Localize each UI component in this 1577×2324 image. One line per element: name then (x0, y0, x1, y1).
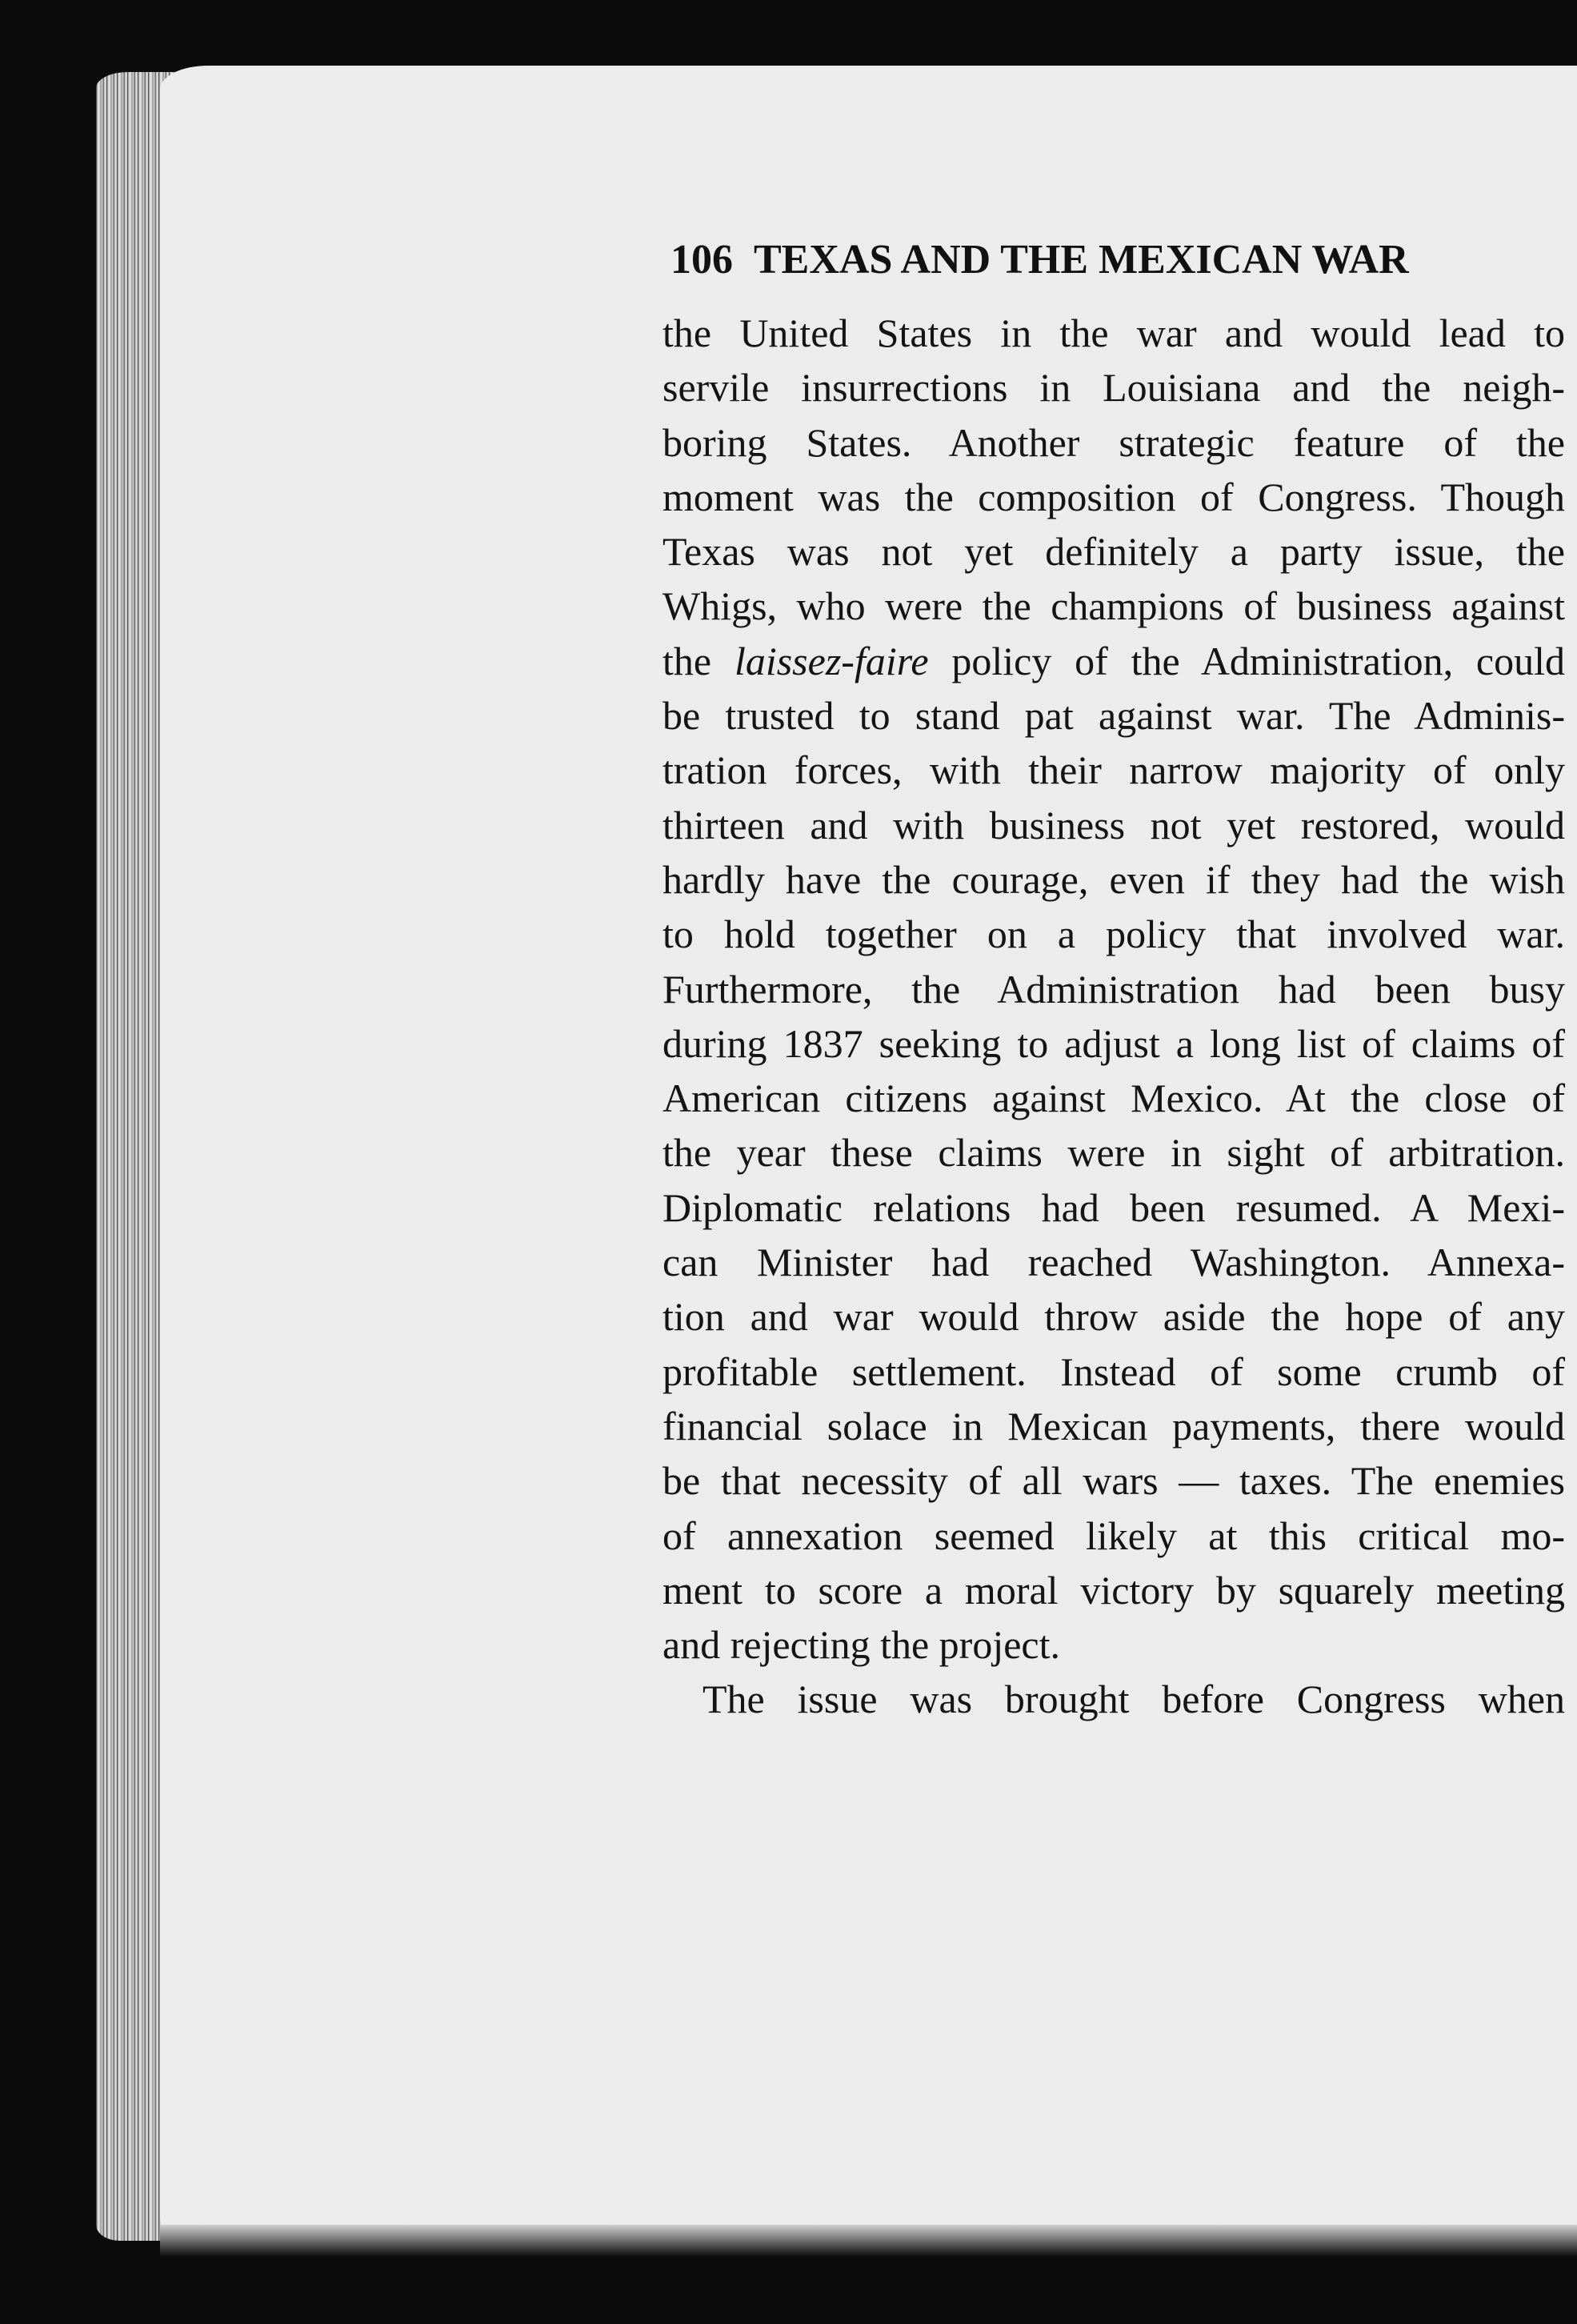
text-line: American citizens against Mexico. At the close of (662, 1076, 1565, 1121)
text-line: moment was the composition of Congress. Though (662, 474, 1565, 519)
text-line: profitable settlement. Instead of some crumb of (662, 1348, 1565, 1394)
body-text (662, 306, 1565, 1727)
text-line: thirteen and with business not yet restored, would (662, 802, 1565, 847)
text-line: can Minister had reached Washington. Annexa- (662, 1240, 1565, 1285)
text-line: Furthermore, the Administration had been busy (662, 966, 1565, 1012)
text-line (662, 634, 1565, 688)
text-line: Whigs, who were the champions of business against (662, 583, 1565, 629)
text-line: financial solace in Mexican payments, there would (662, 1403, 1565, 1448)
text-line: to hold together on a policy that involved war. (662, 912, 1565, 957)
text-line: during 1837 seeking to adjust a long list of claims of (662, 1020, 1565, 1066)
text-line: The issue was brought before Congress when (702, 1677, 1565, 1722)
text-line: be that necessity of all wars — taxes. The enemies (662, 1458, 1565, 1504)
text-line: the year these claims were in sight of arbitration. (662, 1130, 1565, 1176)
text-line: boring States. Another strategic feature of the (662, 419, 1565, 465)
text-line: the United States in the war and would lead to (662, 311, 1565, 355)
text-line: ment to score a moral victory by squarely meeting (662, 1567, 1565, 1613)
page-edge-fade (240, 72, 352, 2241)
text-fragment: the (662, 638, 734, 683)
text-fragment: policy of the Administration, could (928, 638, 1566, 683)
page-bottom-shadow (160, 2225, 1577, 2257)
text-line: of annexation seemed likely at this critical mo- (662, 1513, 1565, 1558)
text-line: and rejecting the project. (662, 1622, 1060, 1668)
text-line: hardly have the courage, even if they had the wish (662, 856, 1565, 902)
text-line: Diplomatic relations had been resumed. A Mexi- (662, 1184, 1565, 1230)
running-head (670, 236, 1567, 283)
text-line: tration forces, with their narrow majority of only (662, 747, 1565, 793)
text-line: servile insurrections in Louisiana and the neigh- (662, 365, 1565, 411)
running-head-title: TEXAS AND THE MEXICAN WAR (754, 237, 1409, 282)
italic-term: laissez-faire (734, 638, 929, 683)
page-number: 106 (670, 237, 733, 282)
text-line: be trusted to stand pat against war. The Adminis- (662, 693, 1565, 739)
text-line: tion and war would throw aside the hope of any (662, 1294, 1565, 1340)
text-line: Texas was not yet definitely a party issue, the (662, 529, 1565, 575)
